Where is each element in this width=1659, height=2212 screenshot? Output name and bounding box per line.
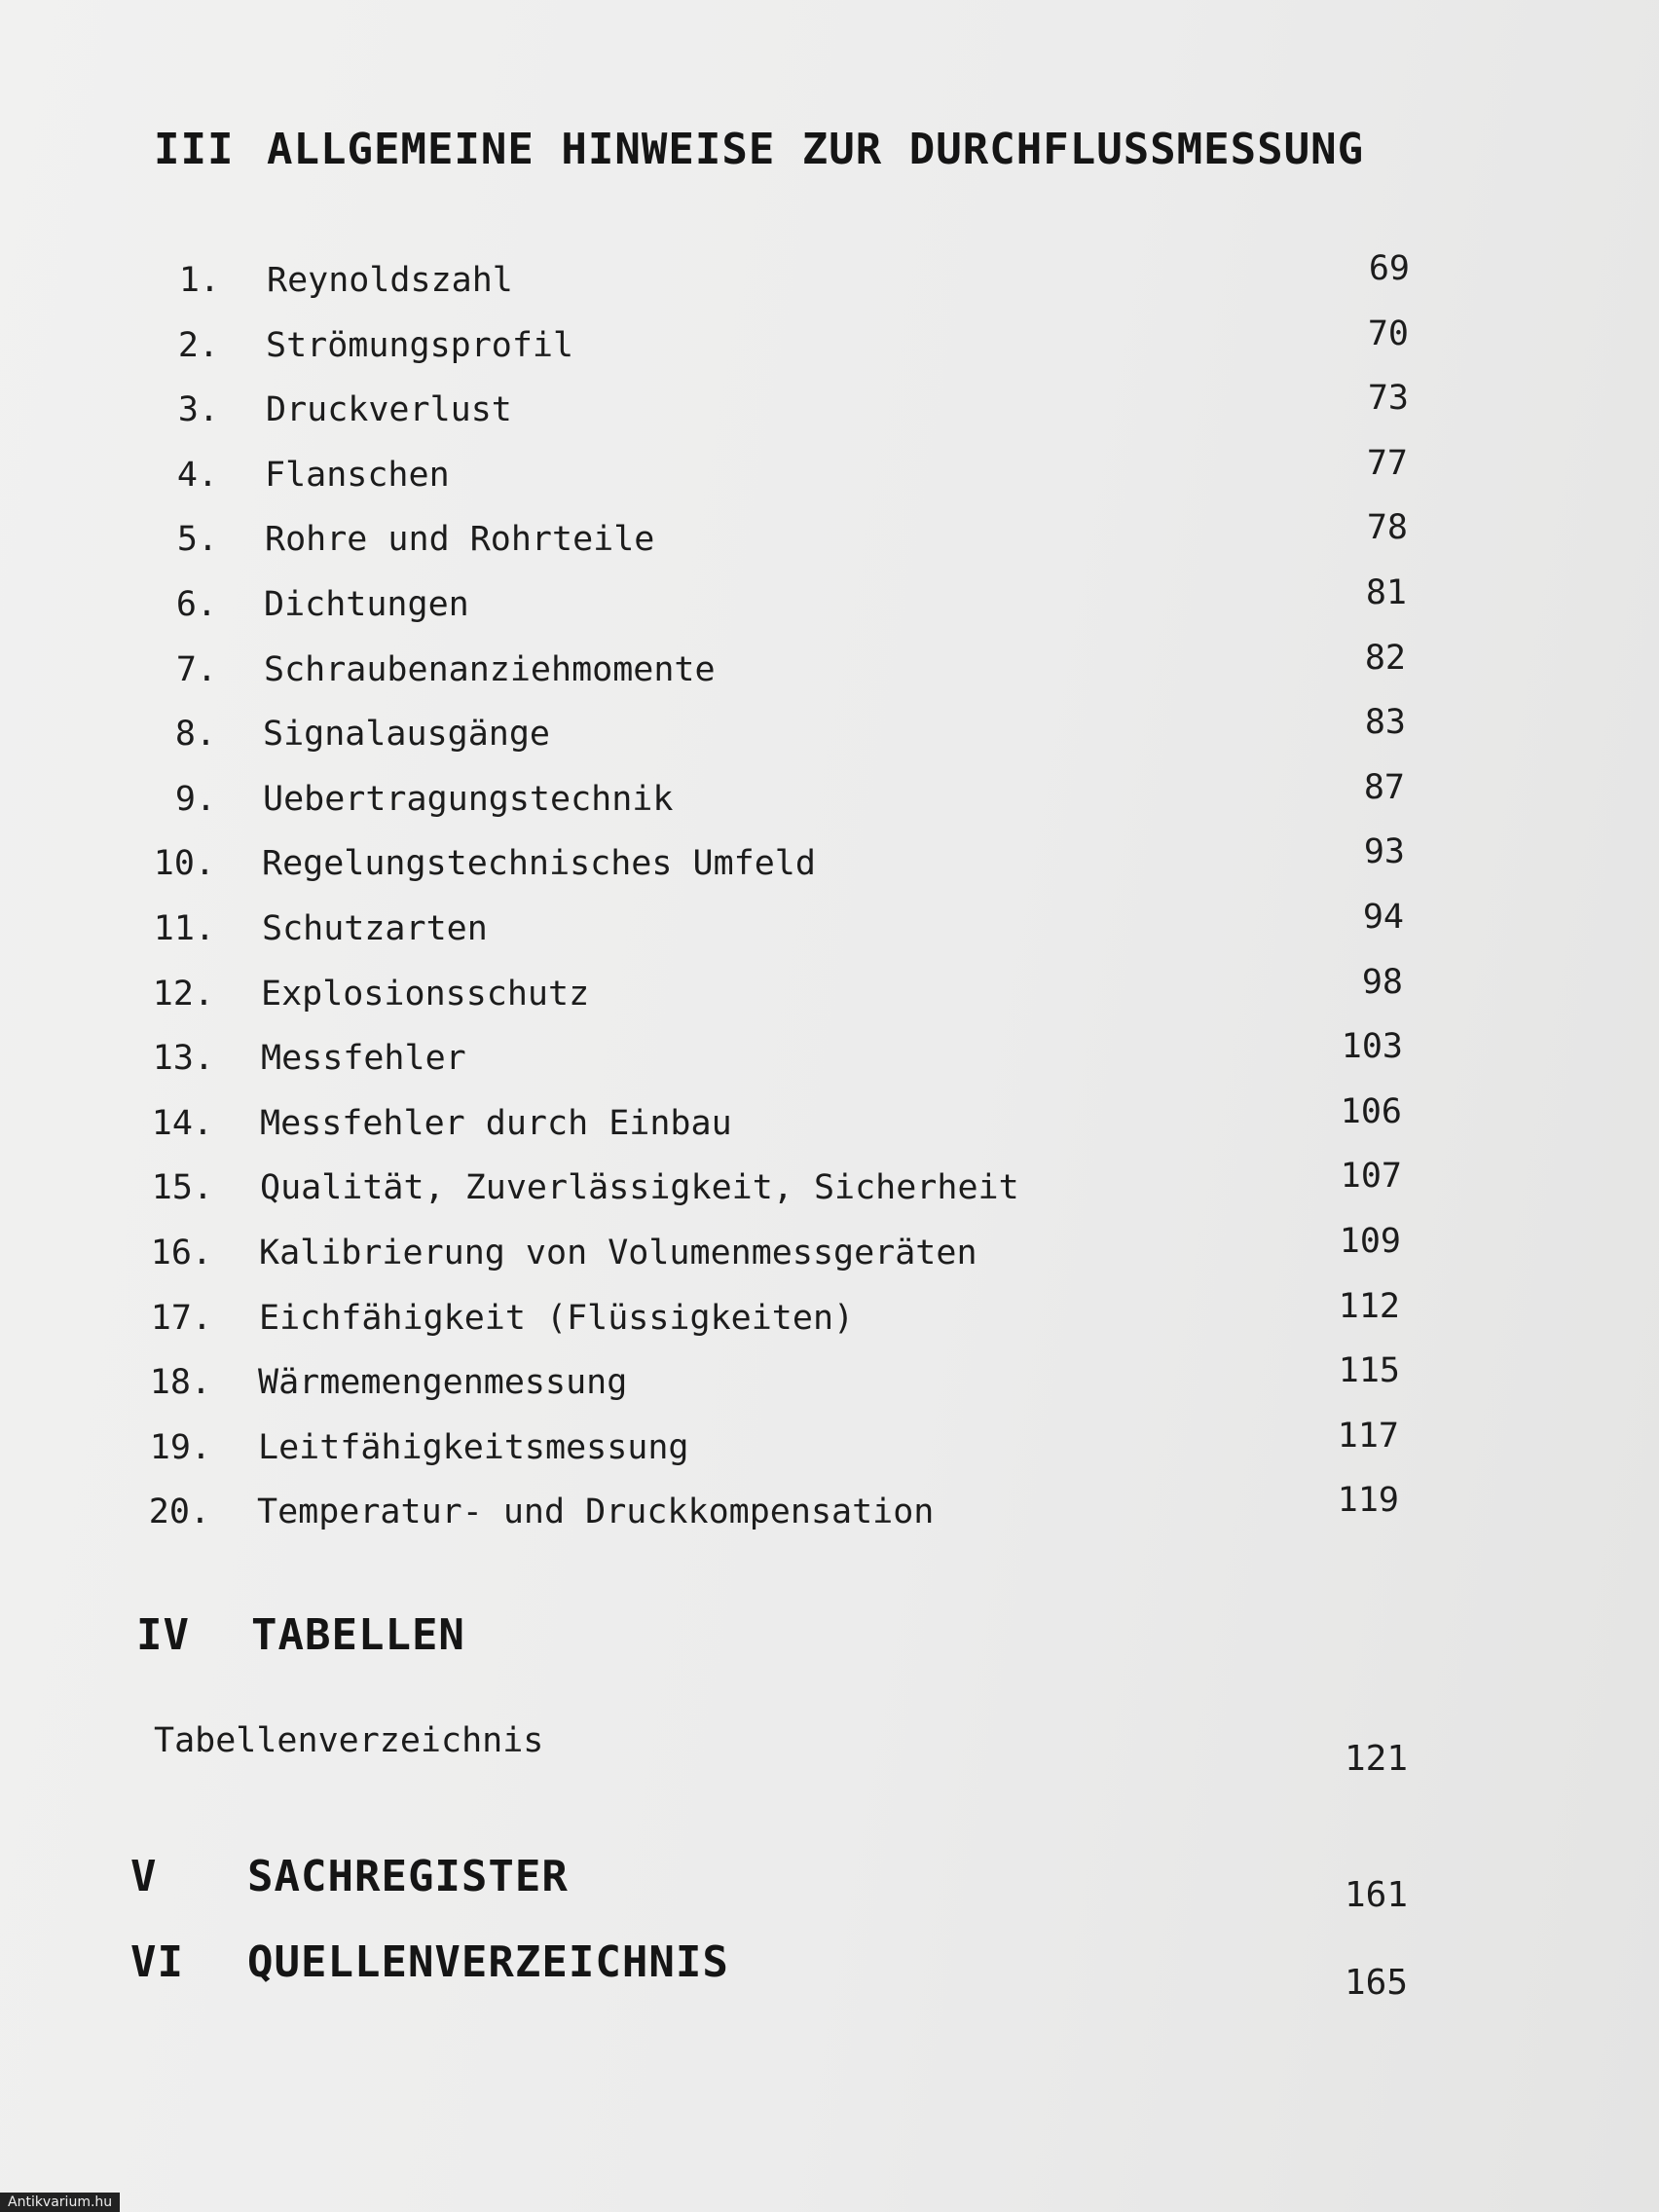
- toc-entry: [0, 1287, 1659, 1357]
- toc-entry: [0, 573, 1659, 644]
- entry-label: Schutzarten: [262, 909, 488, 948]
- entry-number: 8.: [174, 715, 216, 754]
- toc-entry: [0, 314, 1659, 385]
- entry-number: 11.: [153, 909, 215, 948]
- watermark: Antikvarium.hu: [0, 2193, 120, 2212]
- entry-label: Druckverlust: [266, 390, 512, 429]
- entry-number: 19.: [149, 1428, 211, 1467]
- entry-number: 9.: [174, 780, 216, 819]
- toc-entry: [0, 1157, 1659, 1227]
- toc-entry: [0, 1481, 1659, 1551]
- toc-entry: [0, 898, 1659, 968]
- toc-entry: [0, 703, 1659, 773]
- section-title: SACHREGISTER: [247, 1852, 569, 1901]
- entry-page: 103: [1341, 1027, 1403, 1066]
- toc-entry: [0, 1351, 1659, 1421]
- entry-number: 10.: [153, 844, 215, 883]
- section-number: V: [130, 1852, 158, 1901]
- toc-entry: [0, 444, 1659, 514]
- toc-entry: [0, 1092, 1659, 1162]
- entry-page: 73: [1367, 379, 1409, 418]
- entry-page: 109: [1339, 1222, 1401, 1261]
- section-number: VI: [130, 1937, 184, 1987]
- toc-entry: [0, 508, 1659, 578]
- entry-number: 15.: [151, 1168, 213, 1207]
- entry-label: Wärmemengenmessung: [258, 1363, 628, 1402]
- section-title: QUELLENVERZEICHNIS: [247, 1937, 729, 1987]
- entry-label: Messfehler: [261, 1039, 466, 1078]
- entry-page: 112: [1338, 1287, 1400, 1326]
- toc-entry: [0, 963, 1659, 1033]
- entry-label: Uebertragungstechnik: [263, 780, 674, 819]
- entry-label: Strömungsprofil: [266, 326, 574, 365]
- entry-page: 98: [1361, 963, 1403, 1002]
- entry-number: 12.: [152, 975, 214, 1014]
- entry-page: 93: [1363, 832, 1405, 871]
- entry-number: 17.: [150, 1299, 212, 1338]
- entry-number: 20.: [148, 1493, 210, 1531]
- entry-number: 16.: [150, 1234, 212, 1272]
- entry-label: Reynoldszahl: [267, 261, 513, 300]
- toc-entry: [0, 1222, 1659, 1292]
- entry-label: Temperatur- und Druckkompensation: [257, 1493, 935, 1531]
- entry-label: Rohre und Rohrteile: [265, 520, 655, 559]
- entry-page: 87: [1363, 768, 1405, 807]
- entry-page: 82: [1364, 639, 1406, 678]
- entry-number: 6.: [175, 585, 217, 624]
- entry-label: Regelungstechnisches Umfeld: [262, 844, 816, 883]
- toc-entry: [0, 639, 1659, 709]
- toc-entry: [0, 379, 1659, 449]
- tabellenverzeichnis-page: 121: [1344, 1739, 1408, 1779]
- entry-label: Signalausgänge: [263, 715, 551, 754]
- entry-number: 18.: [149, 1363, 211, 1402]
- quellenverzeichnis-page: 165: [1344, 1963, 1408, 2003]
- entry-page: 78: [1366, 508, 1408, 547]
- entry-number: 14.: [151, 1104, 213, 1143]
- entry-page: 81: [1365, 573, 1407, 612]
- entry-label: Flanschen: [265, 456, 450, 495]
- entry-number: 3.: [177, 390, 219, 429]
- entry-label: Schraubenanziehmomente: [264, 650, 716, 689]
- toc-entry: [0, 1417, 1659, 1487]
- tabellenverzeichnis-label: Tabellenverzeichnis: [154, 1721, 544, 1760]
- entry-page: 106: [1340, 1092, 1402, 1131]
- sachregister-page: 161: [1344, 1875, 1408, 1915]
- entry-page: 119: [1337, 1481, 1399, 1520]
- entry-label: Explosionsschutz: [261, 975, 590, 1014]
- entry-label: Kalibrierung von Volumenmessgeräten: [259, 1234, 977, 1272]
- entry-page: 77: [1366, 444, 1408, 483]
- toc-entry: [0, 832, 1659, 903]
- section-number: IV: [136, 1610, 190, 1660]
- toc-entry: [0, 1027, 1659, 1097]
- toc-entry: [0, 768, 1659, 838]
- entry-page: 94: [1362, 898, 1404, 937]
- toc-entry: [0, 249, 1659, 319]
- section-title: TABELLEN: [251, 1610, 465, 1660]
- entry-page: 70: [1367, 314, 1409, 353]
- entry-number: 2.: [177, 326, 219, 365]
- entry-label: Qualität, Zuverlässigkeit, Sicherheit: [260, 1168, 1019, 1207]
- entry-number: 5.: [176, 520, 218, 559]
- entry-label: Leitfähigkeitsmessung: [258, 1428, 689, 1467]
- entry-number: 13.: [152, 1039, 214, 1078]
- section-number: III: [154, 125, 235, 174]
- entry-number: 7.: [175, 650, 217, 689]
- entry-label: Messfehler durch Einbau: [260, 1104, 732, 1143]
- entry-page: 117: [1337, 1417, 1399, 1456]
- entry-page: 83: [1364, 703, 1406, 742]
- entry-page: 107: [1340, 1157, 1402, 1196]
- entry-number: 1.: [178, 261, 220, 300]
- entry-number: 4.: [176, 456, 218, 495]
- entry-label: Dichtungen: [264, 585, 469, 624]
- entry-label: Eichfähigkeit (Flüssigkeiten): [259, 1299, 855, 1338]
- entry-page: 69: [1368, 249, 1410, 288]
- entry-page: 115: [1338, 1351, 1400, 1390]
- section-title: ALLGEMEINE HINWEISE ZUR DURCHFLUSSMESSUNG: [267, 125, 1365, 174]
